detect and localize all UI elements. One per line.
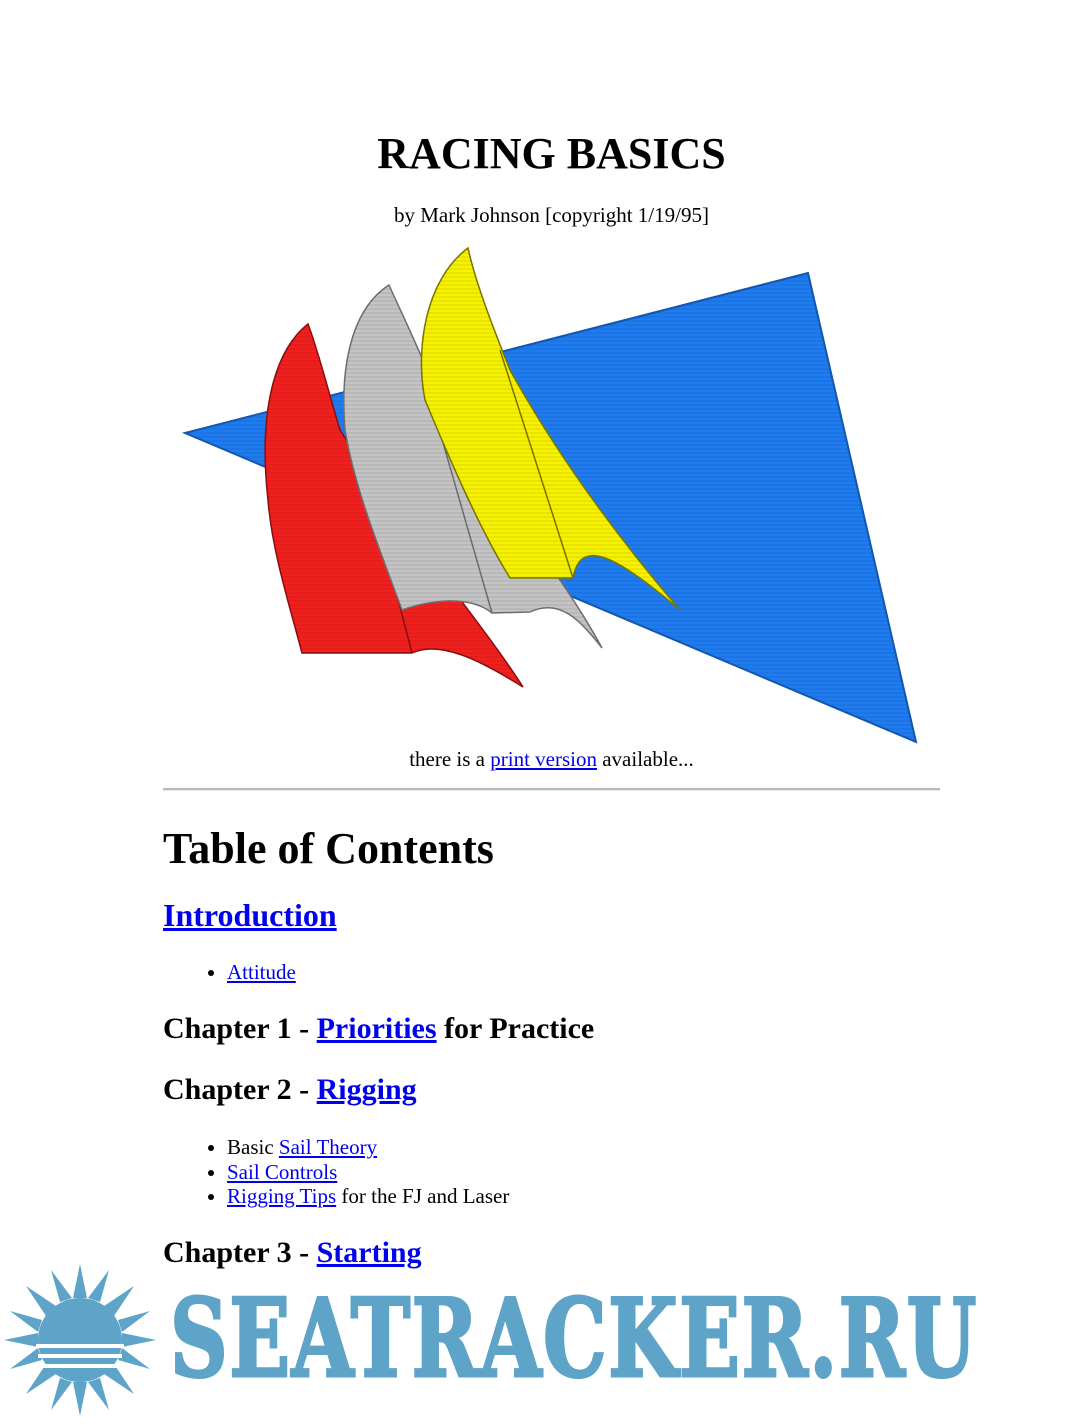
chapter-1-heading — [163, 1012, 594, 1046]
byline: by Mark Johnson [copyright 1/19/95] — [394, 203, 709, 227]
item-text: for the FJ and Laser — [341, 1184, 510, 1208]
print-line-before: there is a — [409, 747, 485, 771]
print-line-after: available... — [602, 747, 694, 771]
starting-link[interactable]: Starting — [316, 1236, 422, 1269]
chapter-2-heading — [163, 1073, 417, 1107]
introduction-link[interactable]: Introduction — [163, 897, 337, 933]
priorities-link[interactable]: Priorities — [316, 1012, 437, 1045]
item-text: Basic — [227, 1135, 274, 1159]
rigging-tips-link[interactable]: Rigging Tips — [227, 1184, 337, 1208]
chapter-1-suffix: for Practice — [444, 1012, 595, 1045]
sail-controls-link[interactable]: Sail Controls — [227, 1159, 338, 1184]
print-version-link[interactable]: print version — [490, 747, 597, 771]
list-item — [227, 1135, 509, 1160]
chapter-3-prefix: Chapter 3 - — [163, 1236, 310, 1269]
list-item — [227, 1184, 509, 1209]
toc-title: Table of Contents — [163, 824, 494, 873]
attitude-link[interactable]: Attitude — [227, 960, 296, 984]
chapter-2-prefix: Chapter 2 - — [163, 1073, 310, 1106]
chapter-1-prefix: Chapter 1 - — [163, 1012, 310, 1045]
list-item — [227, 1160, 509, 1185]
list-item — [227, 960, 296, 985]
introduction-list — [163, 960, 296, 985]
rigging-list — [163, 1135, 509, 1209]
sail-theory-link[interactable]: Sail Theory — [278, 1135, 378, 1159]
print-version-line — [163, 747, 940, 772]
sailboats-graphic — [180, 240, 925, 750]
rigging-link[interactable]: Rigging — [316, 1073, 417, 1106]
watermark-text: SEATRACKER.RU — [170, 1276, 978, 1402]
horizontal-rule — [163, 788, 940, 791]
sun-logo-icon — [4, 1264, 156, 1416]
introduction-heading — [163, 897, 337, 934]
page-title: RACING BASICS — [377, 129, 726, 178]
